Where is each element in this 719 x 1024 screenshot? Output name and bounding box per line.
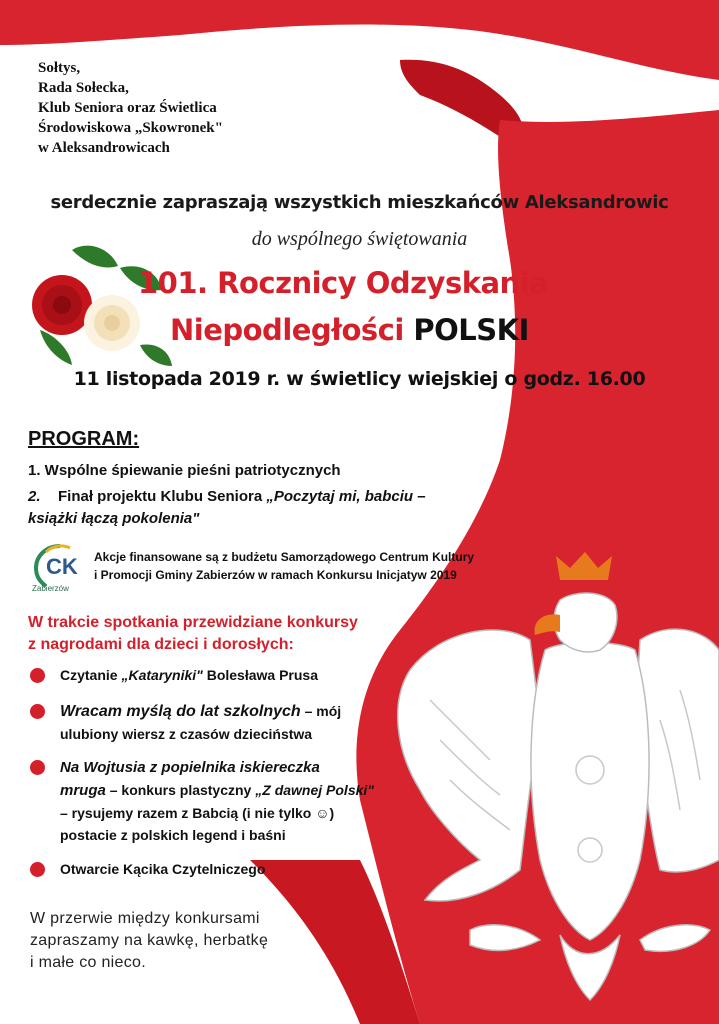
bullet-icon [30,668,45,683]
organizer-line: w Aleksandrowicach [38,140,170,156]
date-line: 11 listopada 2019 r. w świetlicy wiejskiej o godz. 16.00 [73,368,646,390]
title-red-word: Niepodległości [170,313,404,347]
organizer-line: Środowiskowa „Skowronek" [38,120,223,136]
bullet-icon [30,704,45,719]
invite-line: serdecznie zapraszają wszystkich mieszkańców Aleksandrowic [50,192,669,213]
title-black-word: POLSKI [413,313,529,347]
contests-heading-line: W trakcie spotkania przewidziane konkursy [28,614,358,631]
closing-line: zapraszamy na kawkę, herbatkę [30,932,269,949]
organizer-line: Klub Seniora oraz Świetlica [38,100,217,116]
title-line-1: 101. Rocznicy Odzyskania [138,266,549,300]
logo-caption: Zabierzów [32,584,69,593]
title-line-2 [170,313,529,347]
program-item-2-number: 2. [28,488,41,505]
together-line: do wspólnego świętowania [251,228,468,250]
bullet-icon [30,862,45,877]
program-item-2 [28,486,458,530]
funding-line: i Promocji Gminy Zabierzów w ramach Konkursu Inicjatyw 2019 [94,568,457,582]
program-heading: PROGRAM: [28,428,140,450]
program-item-2-title: „Poczytaj mi, babciu – książki łączą pokolenia" [28,488,426,527]
contest-2-line2: ulubiony wiersz z czasów dzieciństwa [60,726,313,742]
contest-3-title-2: mruga [60,782,106,799]
closing-line: i małe co nieco. [30,954,146,971]
contest-1-title: „Kataryniki" [121,667,203,683]
contest-1-prefix: Czytanie [60,667,122,683]
program-item-2-text: Finał projektu Klubu Seniora [58,488,267,505]
contest-3-theme: „Z dawnej Polski" [255,782,374,798]
bullet-icon [30,760,45,775]
svg-text:CK: CK [46,554,78,579]
organizers [38,58,223,158]
contest-4-text: Otwarcie Kącika Czytelniczego [60,861,266,877]
contest-2-rest: – mój [300,703,342,719]
organizer-line: Sołtys, [38,60,81,76]
funding-note [94,548,474,584]
contest-2-title: Wracam myślą do lat szkolnych [60,703,301,720]
closing-line: W przerwie między konkursami [30,910,260,927]
contests-heading-line: z nagrodami dla dzieci i dorosłych: [28,636,294,653]
funding-line: Akcje finansowane są z budżetu Samorządowego Centrum Kultury [94,550,475,564]
contest-1-suffix: Bolesława Prusa [202,667,318,683]
program-item-1: 1. Wspólne śpiewanie pieśni patriotycznych [28,462,341,479]
organizer-line: Rada Sołecka, [38,80,129,96]
contest-3-line3: – rysujemy razem z Babcią (i nie tylko ☺) [60,805,335,821]
contest-3-rest: – konkurs plastyczny [105,782,256,798]
closing-note [30,908,268,974]
roses-illustration [32,246,172,366]
contest-3-title-1: Na Wojtusia z popielnika iskiereczka [60,759,320,776]
contests-heading [28,612,358,656]
contest-3-line4: postacie z polskich legend i baśni [60,827,286,843]
